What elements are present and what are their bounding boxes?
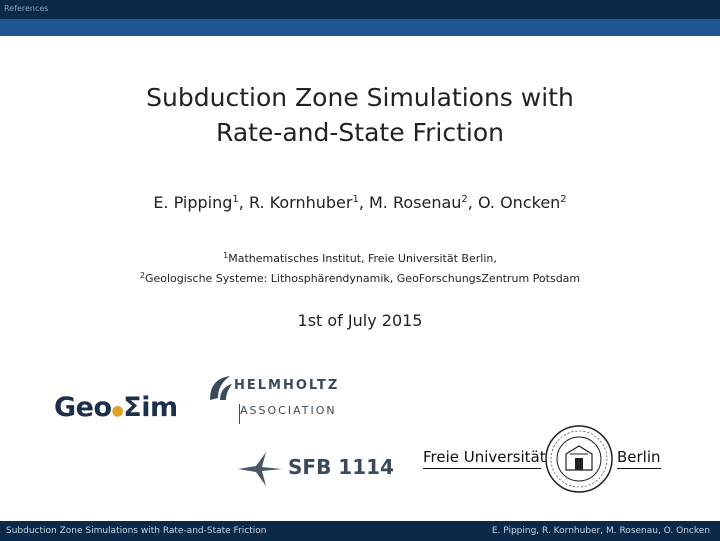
fu-berlin-logo (420, 424, 665, 494)
sfb-logo (236, 450, 411, 488)
affiliations (0, 247, 720, 287)
separator: , (358, 193, 369, 212)
affil-mark: 1 (232, 194, 239, 205)
fu-underline-right (617, 468, 661, 469)
geosim-dot: ● (111, 403, 124, 419)
geosim-text-left: Geo (54, 392, 112, 423)
helmholtz-association: ASSOCIATION (240, 404, 337, 417)
fu-underline-left (423, 468, 541, 469)
nav-references-link[interactable]: References (4, 4, 49, 13)
fu-text-right: Berlin (617, 448, 661, 466)
geosim-logo (54, 392, 184, 428)
helmholtz-logo (206, 374, 356, 426)
fu-text-left: Freie Universität (423, 448, 546, 466)
helmholtz-name: HELMHOLTZ (234, 378, 340, 393)
geosim-text-right: im (141, 392, 178, 423)
affil-mark: 1 (352, 194, 359, 205)
affiliation-text: Mathematisches Institut, Freie Universität Berlin, (228, 252, 497, 265)
slide-title (0, 80, 720, 150)
geosim-sigma: Σ (123, 392, 142, 423)
affil-mark: 2 (461, 194, 468, 205)
footer-bar (0, 521, 720, 541)
affil-mark: 1 (223, 251, 229, 260)
fu-seal-icon (544, 424, 614, 494)
header-subbar (0, 19, 720, 36)
affil-mark: 2 (139, 271, 145, 280)
footer-talk-title: Subduction Zone Simulations with Rate-and-State Friction (6, 526, 267, 536)
affiliation-1 (0, 247, 720, 267)
author-list (0, 193, 720, 212)
title-line-1: Subduction Zone Simulations with (146, 83, 574, 112)
sfb-text: SFB 1114 (288, 455, 394, 479)
header-bar (0, 0, 720, 19)
sfb-star-icon (236, 450, 284, 488)
slide-date: 1st of July 2015 (297, 311, 423, 330)
helmholtz-swirl-icon (206, 374, 234, 404)
author: M. Rosenau (368, 193, 462, 212)
author: R. Kornhuber (248, 193, 353, 212)
affiliation-text: Geologische Systeme: Lithosphärendynamik, GeoForschungsZentrum Potsdam (144, 272, 581, 285)
affil-mark: 2 (560, 194, 567, 205)
title-line-2: Rate-and-State Friction (216, 118, 504, 147)
author: O. Oncken (477, 193, 561, 212)
author: E. Pipping (153, 193, 233, 212)
separator: , (467, 193, 478, 212)
separator: , (238, 193, 249, 212)
affiliation-2 (0, 267, 720, 287)
footer-authors: E. Pipping, R. Kornhuber, M. Rosenau, O. Oncken (491, 526, 710, 536)
